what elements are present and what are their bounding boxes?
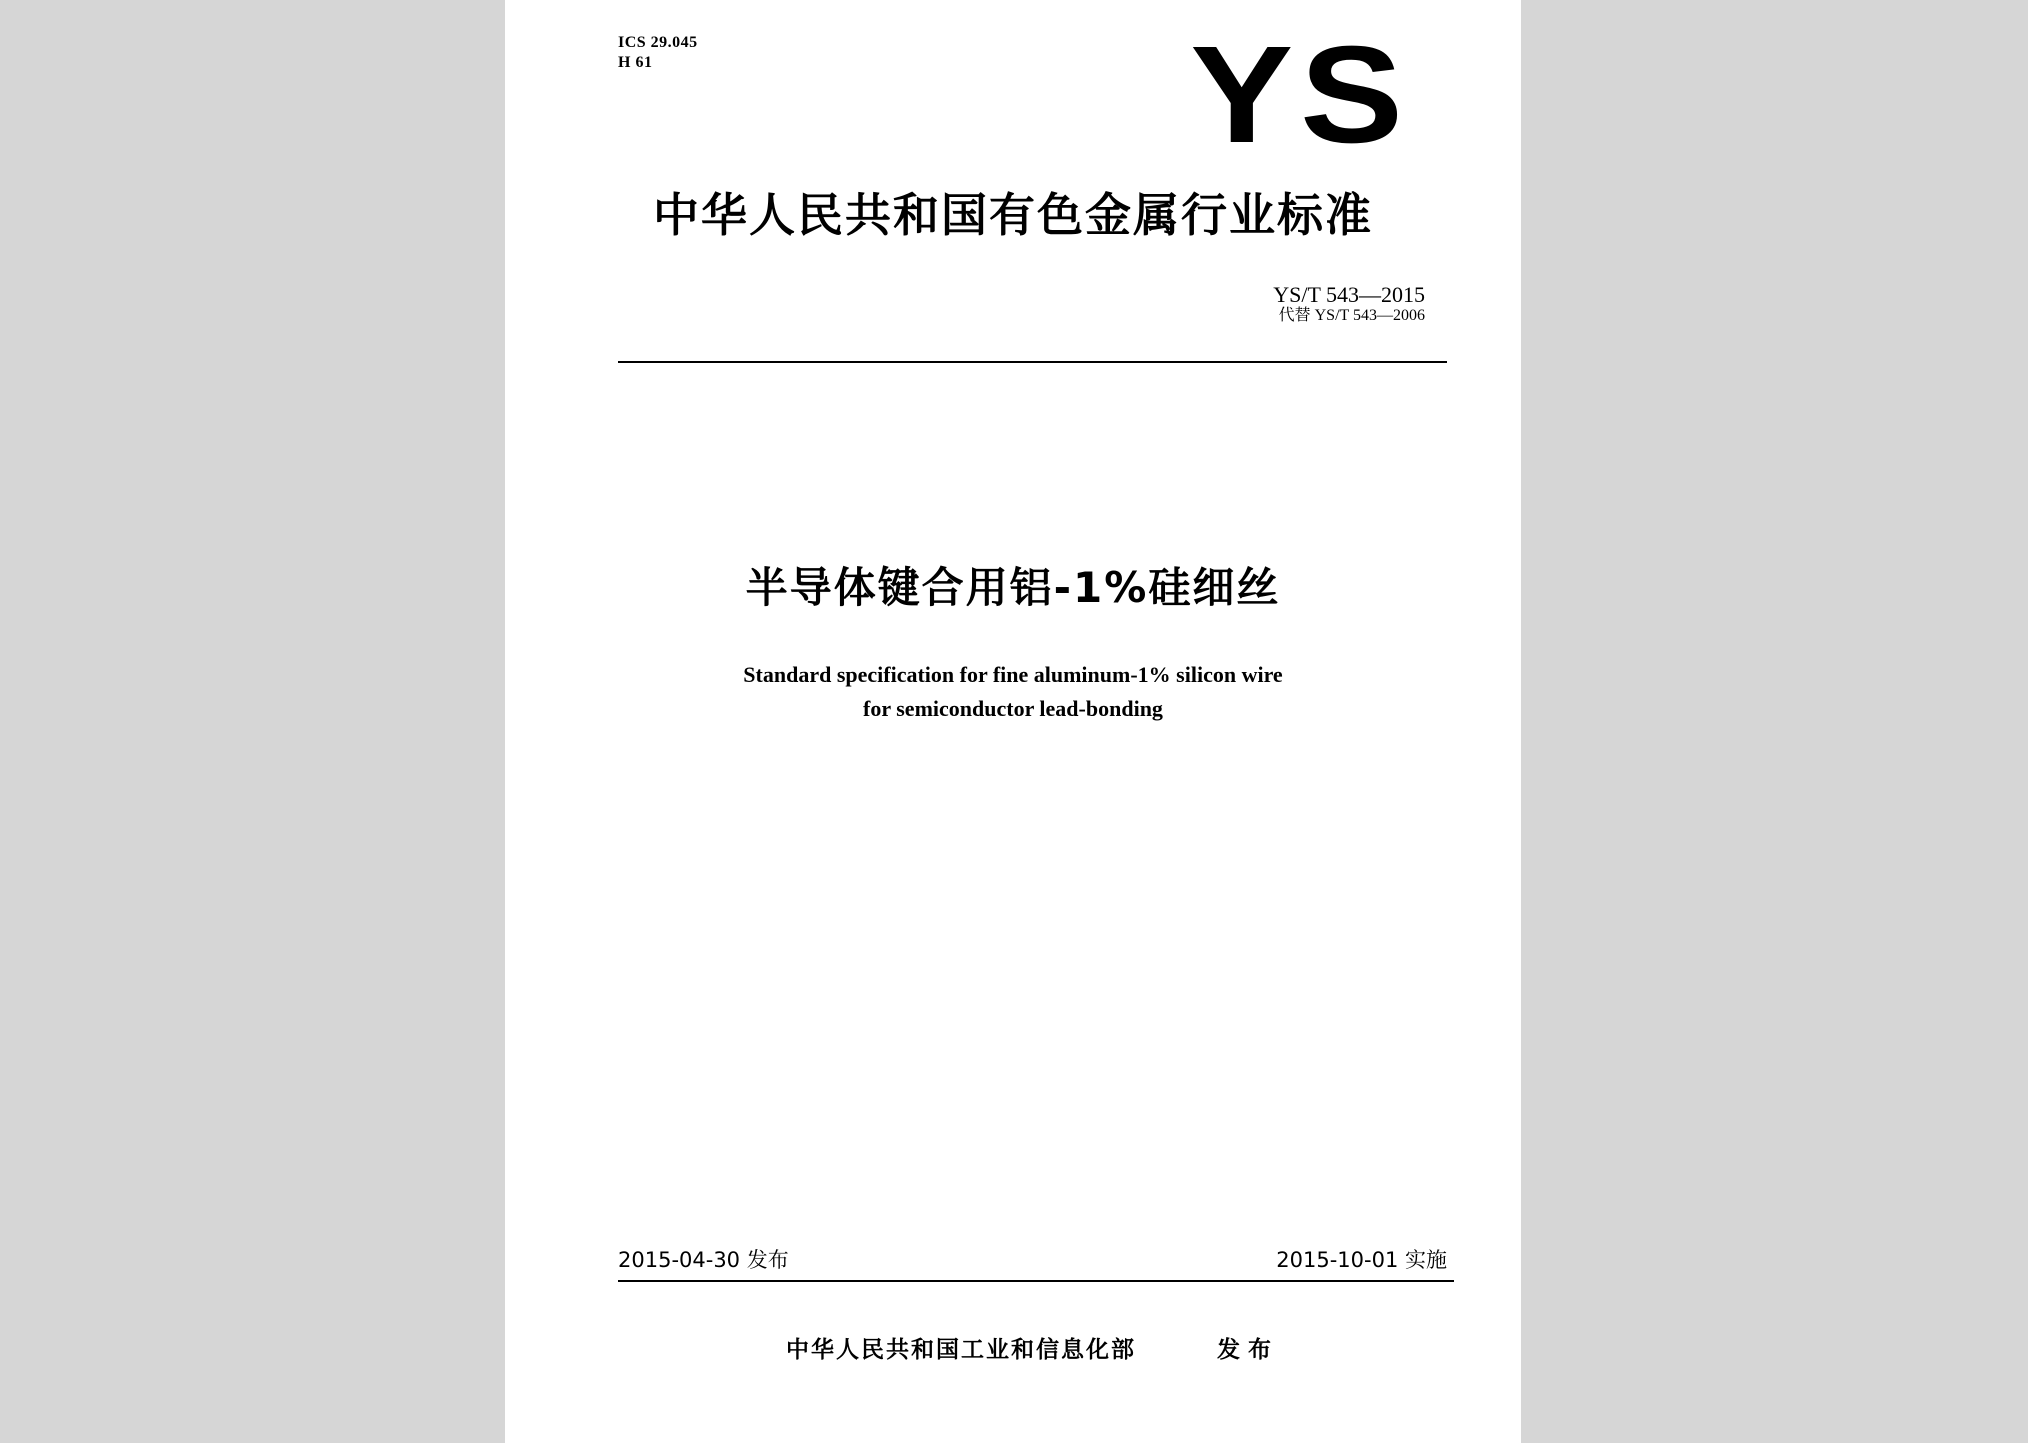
document-title-english xyxy=(505,658,1521,726)
publish-label: 发布 xyxy=(1217,1337,1279,1363)
header-divider xyxy=(618,361,1447,363)
english-title-line-1: Standard specification for fine aluminum-1% silicon wire xyxy=(743,662,1283,687)
standard-org-title: 中华人民共和国有色金属行业标准 xyxy=(653,188,1373,242)
standard-code: YS/T 543—2015 xyxy=(1273,282,1425,307)
document-page xyxy=(505,0,1521,1443)
footer-divider xyxy=(618,1280,1454,1282)
english-title-line-2: for semiconductor lead-bonding xyxy=(863,696,1163,721)
classification-codes xyxy=(618,33,698,73)
document-title-chinese: 半导体键合用铝-1%硅细丝 xyxy=(745,563,1281,612)
issue-date: 2015-04-30 发布 xyxy=(618,1248,789,1272)
replaces-standard: 代替 YS/T 543—2006 xyxy=(1278,307,1425,324)
publisher-name: 中华人民共和国工业和信息化部 xyxy=(786,1337,1136,1363)
ccs-code: H 61 xyxy=(618,54,653,71)
implementation-date: 2015-10-01 实施 xyxy=(1276,1248,1447,1272)
ics-code: ICS 29.045 xyxy=(618,34,698,51)
ys-logo: YS xyxy=(1190,18,1410,172)
